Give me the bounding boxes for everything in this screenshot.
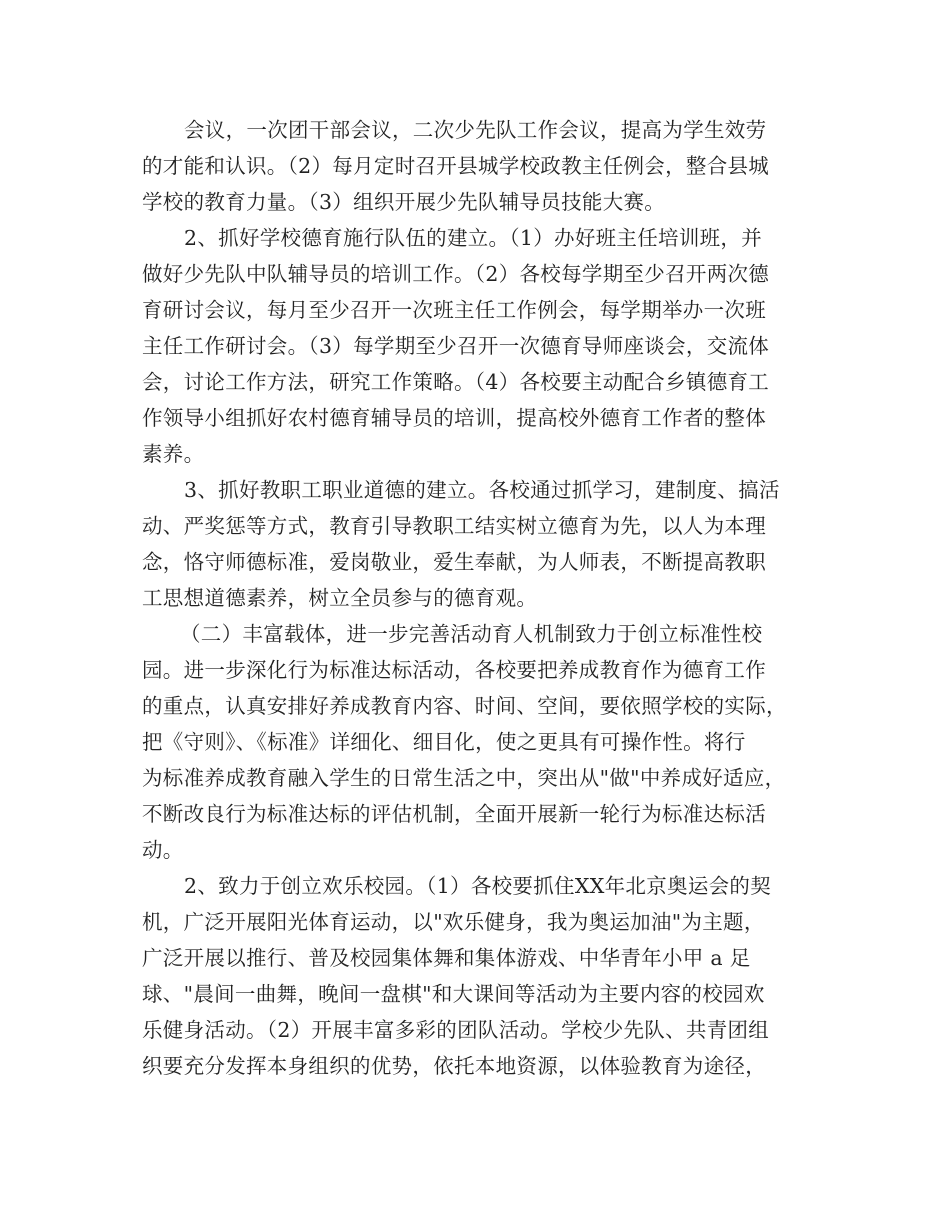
text-line: 会议，一次团干部会议，二次少先队工作会议，提高为学生效劳 xyxy=(184,118,767,142)
text-line: 学校的教育力量。（3）组织开展少先队辅导员技能大赛。 xyxy=(142,190,666,214)
text-line: 素养。 xyxy=(142,442,205,466)
text-line: 广泛开展以推行、普及校园集体舞和集体游戏、中华青年小甲 a 足 xyxy=(142,946,751,970)
text-line: 的重点，认真安排好养成教育内容、时间、空间，要依照学校的实际， xyxy=(142,694,787,718)
text-line: 的才能和认识。（2）每月定时召开县城学校政教主任例会，整合县城 xyxy=(142,154,770,178)
text-line: 机，广泛开展阳光体育运动，以"欢乐健身，我为奥运加油"为主题， xyxy=(142,910,765,934)
text-line: 工思想道德素养，树立全员参与的德育观。 xyxy=(142,586,538,610)
text-line: 会，讨论工作方法，研究工作策略。（4）各校要主动配合乡镇德育工 xyxy=(142,370,770,394)
text-line: 织要充分发挥本身组织的优势，依托本地资源，以体验教育为途径， xyxy=(142,1054,766,1078)
text-line: 动。 xyxy=(142,838,184,862)
text-line: 作领导小组抓好农村德育辅导员的培训，提高校外德育工作者的整体 xyxy=(142,406,766,430)
text-line: 为标准养成教育融入学生的日常生活之中，突出从"做"中养成好适应， xyxy=(142,766,786,790)
text-line: 主任工作研讨会。（3）每学期至少召开一次德育导师座谈会，交流体 xyxy=(142,334,770,358)
text-line: 乐健身活动。（2）开展丰富多彩的团队活动。学校少先队、共青团组 xyxy=(142,1018,770,1042)
text-line: 做好少先队中队辅导员的培训工作。（2）各校每学期至少召开两次德 xyxy=(142,262,770,286)
text-line: 育研讨会议，每月至少召开一次班主任工作例会，每学期举办一次班 xyxy=(142,298,766,322)
text-line: 球、"晨间一曲舞，晚间一盘棋"和大课间等活动为主要内容的校园欢 xyxy=(142,982,765,1006)
text-line: 园。进一步深化行为标准达标活动，各校要把养成教育作为德育工作 xyxy=(142,658,766,682)
text-line: 3、抓好教职工职业道德的建立。各校通过抓学习，建制度、搞活 xyxy=(184,478,780,502)
text-line: 念，恪守师德标准，爱岗敬业，爱生奉献，为人师表，不断提高教职 xyxy=(142,550,766,574)
text-line: （二）丰富载体，进一步完善活动育人机制致力于创立标准性校 xyxy=(180,622,763,646)
text-line: 2、致力于创立欢乐校园。（1）各校要抓住XX年北京奥运会的契 xyxy=(184,874,772,898)
text-line: 不断改良行为标准达标的评估机制，全面开展新一轮行为标准达标活 xyxy=(142,802,766,826)
text-line: 动、严奖惩等方式，教育引导教职工结实树立德育为先，以人为本理 xyxy=(142,514,766,538)
text-line: 2、抓好学校德育施行队伍的建立。（1）办好班主任培训班，并 xyxy=(184,226,763,250)
text-line: 把《守则》、《标准》详细化、细目化，使之更具有可操作性。将行 xyxy=(142,730,746,754)
